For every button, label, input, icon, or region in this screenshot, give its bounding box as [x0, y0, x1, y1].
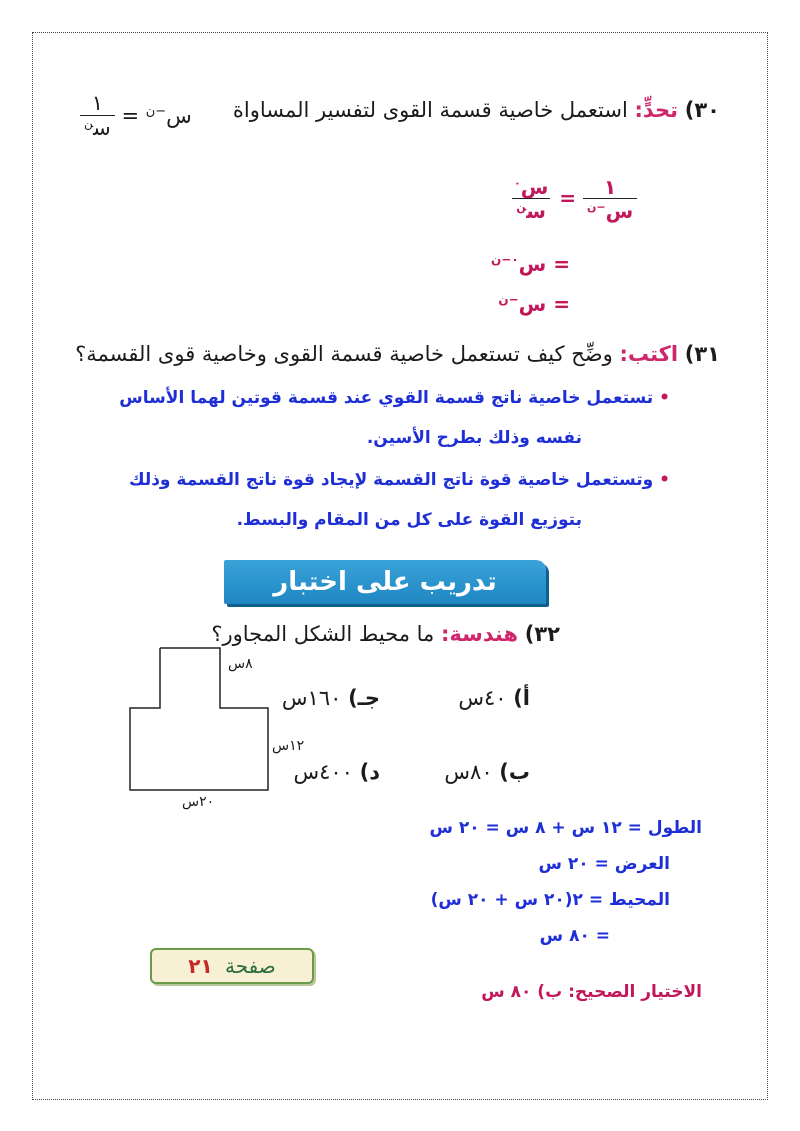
q30-rhs-fraction: [80, 92, 115, 141]
q30-lhs-base: س: [166, 103, 192, 128]
option-d-label: د): [359, 760, 380, 784]
banner-label: تدريب على اختبار: [273, 567, 497, 597]
q31-text: وضِّح كيف تستعمل خاصية قسمة القوى وخاصية قوى القسمة؟: [75, 342, 613, 366]
q31-bullet2-line2: بتوزيع القوة على كل من المقام والبسط.: [236, 510, 582, 530]
q30-step2-exp: ٠−ن: [491, 252, 519, 267]
q30-step1-left-den: س: [605, 199, 634, 223]
q30-step1-left: [583, 176, 637, 223]
q30-step1-right-den: س: [526, 199, 546, 223]
figure-label-top: ٨س: [228, 656, 253, 672]
q30-rhs-den-exp: ن: [84, 116, 94, 131]
calc-perimeter: المحيط = ٢(٢٠ س + ٢٠ س): [430, 890, 670, 910]
q31-bullet2-line1: • وتستعمل خاصية قوة ناتج القسمة لإيجاد قوة ناتج القسمة وذلك: [129, 470, 670, 490]
q30-rhs-den-base: س: [93, 116, 111, 141]
q30-step2-text: = س: [518, 252, 570, 276]
q32-text: ما محيط الشكل المجاور؟: [211, 622, 435, 646]
calc-result: = ٨٠ س: [539, 926, 610, 946]
q30-equality: $\frac{١}{س^ن}$ = س$^{-ن}$: [80, 92, 192, 141]
page-number-box: [150, 948, 314, 984]
q30-step3-exp: −ن: [498, 292, 519, 307]
option-b-value: ٨٠س: [444, 760, 493, 784]
q30-step1-right: [510, 176, 552, 223]
q30-step1-left-den-exp: −ن: [587, 200, 606, 214]
figure-label-bottom: ٢٠س: [182, 794, 215, 810]
option-a-label: أ): [513, 686, 530, 710]
q30-line: [233, 98, 720, 122]
option-c-value: ١٦٠س: [281, 686, 342, 710]
page-label: صفحة: [225, 954, 276, 978]
q32-tag: هندسة:: [441, 622, 519, 646]
q31-bullet2-text1: وتستعمل خاصية قوة ناتج القسمة لإيجاد قوة ناتج القسمة وذلك: [129, 470, 654, 490]
q30-step3: [498, 292, 570, 316]
calc-width: العرض = ٢٠ س: [538, 854, 670, 874]
q30-step2: [491, 252, 570, 276]
q31-number: ٣١): [684, 342, 720, 366]
option-b-label: ب): [499, 760, 530, 784]
q30-step1-right-num-exp: ٠: [514, 176, 521, 190]
q30-rhs-den: [80, 115, 115, 141]
correct-answer: [481, 982, 702, 1002]
q31-bullet1-line1: • تستعمل خاصية ناتج قسمة القوي عند قسمة قوتين لهما الأساس: [119, 388, 670, 408]
q30-step1: $\frac{س^٠}{س^ن}$ = $\frac{١}{س^{-ن}}$: [510, 176, 637, 223]
q30-text: استعمل خاصية قسمة القوى لتفسير المساواة: [232, 98, 628, 122]
perimeter-figure: [120, 640, 320, 820]
q31-bullet1-text1: تستعمل خاصية ناتج قسمة القوي عند قسمة قوتين لهما الأساس: [119, 388, 654, 408]
q30-lhs-exp: −ن: [145, 103, 167, 119]
q31-line: [75, 342, 720, 366]
option-a: [458, 686, 530, 710]
q30-tag: تحدٍّ:: [634, 98, 679, 122]
correct-answer-value: ب) ٨٠ س: [481, 982, 563, 1002]
calc-length: الطول = ١٢ س + ٨ س = ٢٠ س: [429, 818, 702, 838]
q31-bullet1-line2: نفسه وذلك بطرح الأسين.: [366, 428, 582, 448]
option-a-value: ٤٠س: [458, 686, 507, 710]
correct-answer-label: الاختيار الصحيح:: [568, 982, 702, 1002]
page-number: ٢١: [188, 954, 213, 978]
option-c-label: جـ): [348, 686, 380, 710]
q30-step1-left-num: ١: [604, 175, 617, 199]
q31-tag: اكتب:: [619, 342, 679, 366]
q30-step1-right-den-exp: ن: [516, 200, 527, 214]
option-b: [444, 760, 530, 784]
q30-step3-text: = س: [518, 292, 570, 316]
q32-number: ٣٢): [524, 622, 560, 646]
figure-label-right: ١٢س: [272, 738, 305, 754]
q30-rhs-num: ١: [91, 91, 104, 115]
test-practice-banner: [224, 560, 546, 604]
option-d-value: ٤٠٠س: [293, 760, 353, 784]
q30-lhs: [146, 104, 192, 128]
q30-number: ٣٠): [684, 98, 720, 122]
q30-step1-right-num: س: [520, 175, 549, 199]
